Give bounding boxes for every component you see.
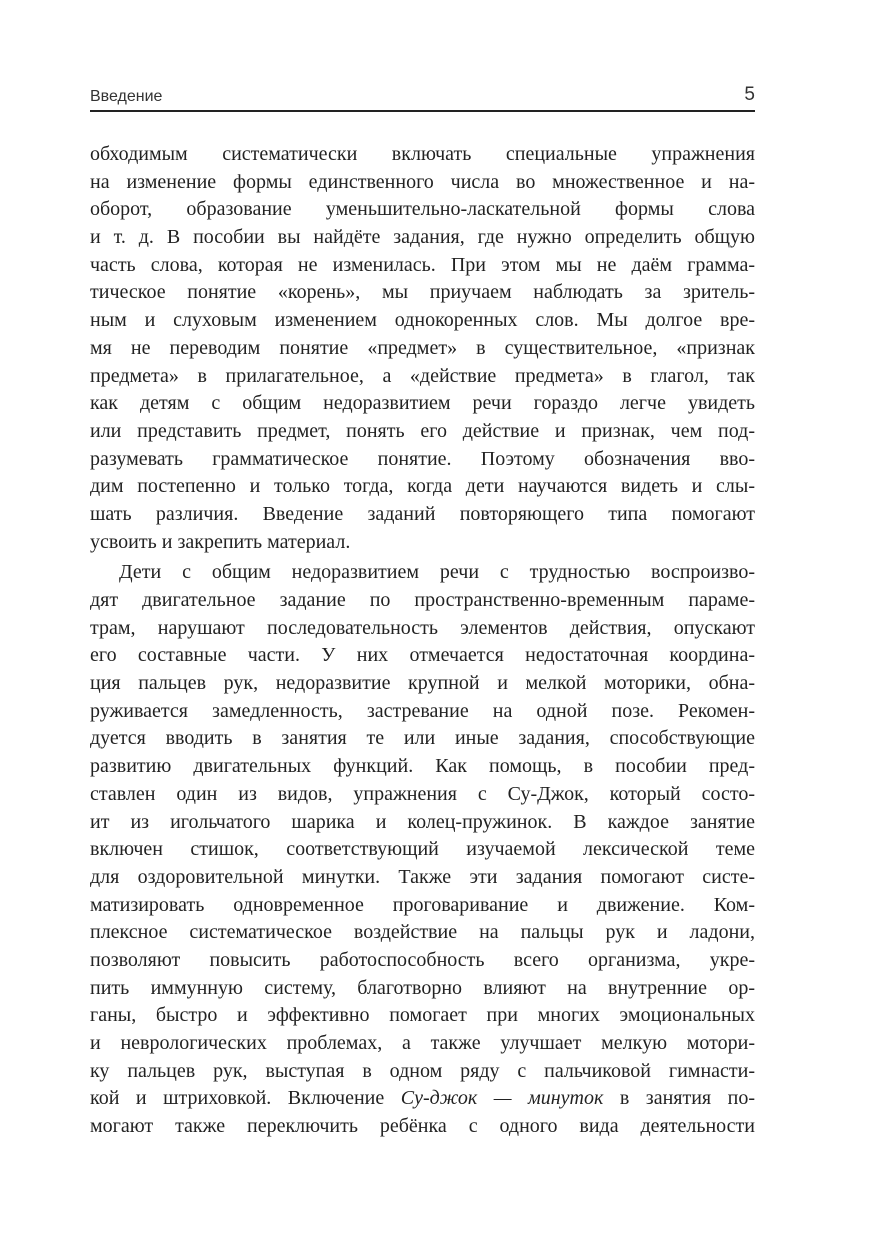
text-line: тическое понятие «корень», мы приучаем наблюдать за зритель- xyxy=(90,281,755,304)
text-line: разумевать грамматическое понятие. Поэтому обозначения вво- xyxy=(90,447,755,470)
text-line-with-italic xyxy=(90,1085,755,1113)
text-line: матизировать одновременное проговаривание и движение. Ком- xyxy=(90,893,755,916)
text-line: оборот, образование уменьшительно-ласкательной формы слова xyxy=(90,198,755,221)
text-line: ставлен один из видов, упражнения с Су-Джок, который состо- xyxy=(90,782,755,805)
text-line: или представить предмет, понять его действие и признак, чем под- xyxy=(90,419,755,442)
text-line: часть слова, которая не изменилась. При этом мы не даём грамма- xyxy=(90,253,755,276)
text-line: Дети с общим недоразвитием речи с трудностью воспроизво- xyxy=(119,561,755,584)
text-line: и т. д. В пособии вы найдёте задания, где нужно определить общую xyxy=(90,226,755,249)
italic-term: Су-джок — минуток xyxy=(400,1087,604,1110)
text-line: шать различия. Введение заданий повторяющего типа помогают xyxy=(90,502,755,525)
text-line: включен стишок, соответствующий изучаемой лексической теме xyxy=(90,838,755,861)
text-line: ку пальцев рук, выступая в одном ряду с пальчиковой гимнасти- xyxy=(90,1059,755,1082)
text-line: могают также переключить ребёнка с одного вида деятельности xyxy=(90,1115,755,1138)
running-head xyxy=(90,84,755,110)
text-line: ганы, быстро и эффективно помогает при многих эмоциональных xyxy=(90,1004,755,1027)
paragraph-2 xyxy=(90,559,755,1140)
text-line: руживается замедленность, застревание на одной позе. Рекомен- xyxy=(90,699,755,722)
text-line: мя не переводим понятие «предмет» в существительное, «признак xyxy=(90,336,755,359)
text-line: дим постепенно и только тогда, когда дети научаются видеть и слы- xyxy=(90,475,755,498)
text-line: предмета» в прилагательное, а «действие предмета» в глагол, так xyxy=(90,364,755,387)
text-line: плексное систематическое воздействие на пальцы рук и ладони, xyxy=(90,921,755,944)
header-rule xyxy=(90,110,755,112)
body-text xyxy=(90,141,755,1141)
text-line: как детям с общим недоразвитием речи гораздо легче увидеть xyxy=(90,392,755,415)
text-line: усвоить и закрепить материал. xyxy=(90,530,351,553)
text-line: дят двигательное задание по пространственно-временным параме- xyxy=(90,589,755,611)
text-line: и неврологических проблемах, а также улучшает мелкую мотори- xyxy=(90,1032,755,1054)
text-run: в занятия по- xyxy=(603,1087,755,1110)
text-line: ным и слуховым изменением однокоренных слов. Мы долгое вре- xyxy=(90,309,755,332)
text-line: ит из игольчатого шарика и колец-пружинок. В каждое занятие xyxy=(90,810,755,833)
text-line: дуется вводить в занятия те или иные задания, способствующие xyxy=(90,727,755,750)
text-line: позволяют повысить работоспособность всего организма, укре- xyxy=(90,948,755,971)
text-line: развитию двигательных функций. Как помощь, в пособии пред- xyxy=(90,755,755,778)
text-line: пить иммунную систему, благотворно влияют на внутренние ор- xyxy=(90,976,755,999)
text-line: обходимым систематически включать специальные упражнения xyxy=(90,143,755,165)
running-head-section-title: Введение xyxy=(90,88,163,105)
text-line: на изменение формы единственного числа во множественное и на- xyxy=(90,170,755,193)
text-line: для оздоровительной минутки. Также эти задания помогают систе- xyxy=(90,865,755,888)
text-line: ция пальцев рук, недоразвитие крупной и мелкой моторики, обна- xyxy=(90,672,755,695)
text-line: его составные части. У них отмечается недостаточная координа- xyxy=(90,644,755,667)
paragraph-1 xyxy=(90,141,755,556)
text-line: трам, нарушают последовательность элементов действия, опускают xyxy=(90,616,755,639)
page-number: 5 xyxy=(744,84,755,105)
text-run: кой и штриховкой. Включение xyxy=(90,1087,401,1110)
